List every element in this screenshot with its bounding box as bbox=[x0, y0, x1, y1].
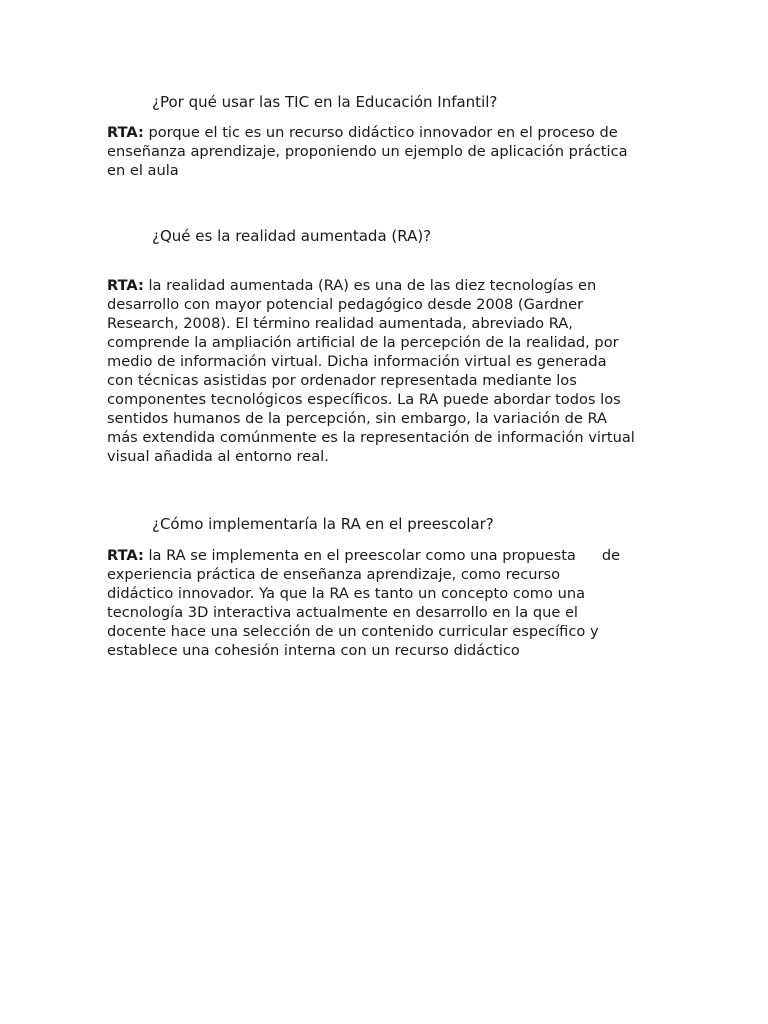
answer-1-line-3: en el aula bbox=[107, 162, 179, 179]
answer-1 bbox=[107, 123, 647, 180]
answer-3-line-1 bbox=[107, 546, 647, 565]
question-1: ¿Por qué usar las TIC en la Educación Infantil? bbox=[152, 93, 498, 111]
answer-2-line-3: Research, 2008). El término realidad aumentada, abreviado RA, bbox=[107, 315, 573, 332]
answer-text: la realidad aumentada (RA) es una de las diez tecnologías en bbox=[143, 277, 597, 294]
answer-text: la RA se implementa en el preescolar como una propuesta bbox=[143, 547, 576, 564]
answer-1-line-2: enseñanza aprendizaje, proponiendo un ejemplo de aplicación práctica bbox=[107, 143, 628, 160]
answer-2-line-4: comprende la ampliación artificial de la percepción de la realidad, por bbox=[107, 334, 619, 351]
answer-2-line-9: más extendida comúnmente es la representación de información virtual bbox=[107, 429, 635, 446]
answer-2-line-8: sentidos humanos de la percepción, sin embargo, la variación de RA bbox=[107, 410, 608, 427]
rta-label: RTA: bbox=[107, 277, 144, 294]
answer-2-line-2: desarrollo con mayor potencial pedagógico desde 2008 (Gardner bbox=[107, 296, 584, 313]
answer-2-line-7: componentes tecnológicos específicos. La RA puede abordar todos los bbox=[107, 391, 621, 408]
rta-label: RTA: bbox=[107, 547, 144, 564]
answer-3-line-2: experiencia práctica de enseñanza aprendizaje, como recurso bbox=[107, 566, 561, 583]
rta-label: RTA: bbox=[107, 124, 144, 141]
answer-3-line-6: establece una cohesión interna con un recurso didáctico bbox=[107, 642, 520, 659]
answer-2-line-1 bbox=[107, 276, 647, 295]
answer-3-line-5: docente hace una selección de un contenido curricular específico y bbox=[107, 623, 599, 640]
question-3: ¿Cómo implementaría la RA en el preescolar? bbox=[152, 515, 494, 533]
answer-1-line-1 bbox=[107, 123, 647, 142]
answer-2 bbox=[107, 276, 647, 466]
answer-text: porque el tic es un recurso didáctico innovador en el proceso de bbox=[143, 124, 618, 141]
question-2: ¿Qué es la realidad aumentada (RA)? bbox=[152, 227, 432, 245]
answer-3-line-4: tecnología 3D interactiva actualmente en desarrollo en la que el bbox=[107, 604, 578, 621]
answer-2-line-5: medio de información virtual. Dicha información virtual es generada bbox=[107, 353, 607, 370]
answer-3-line-3: didáctico innovador. Ya que la RA es tanto un concepto como una bbox=[107, 585, 586, 602]
answer-2-line-10: visual añadida al entorno real. bbox=[107, 448, 329, 465]
answer-2-line-6: con técnicas asistidas por ordenador representada mediante los bbox=[107, 372, 577, 389]
answer-text-tail: de bbox=[601, 547, 621, 564]
answer-3 bbox=[107, 546, 647, 660]
